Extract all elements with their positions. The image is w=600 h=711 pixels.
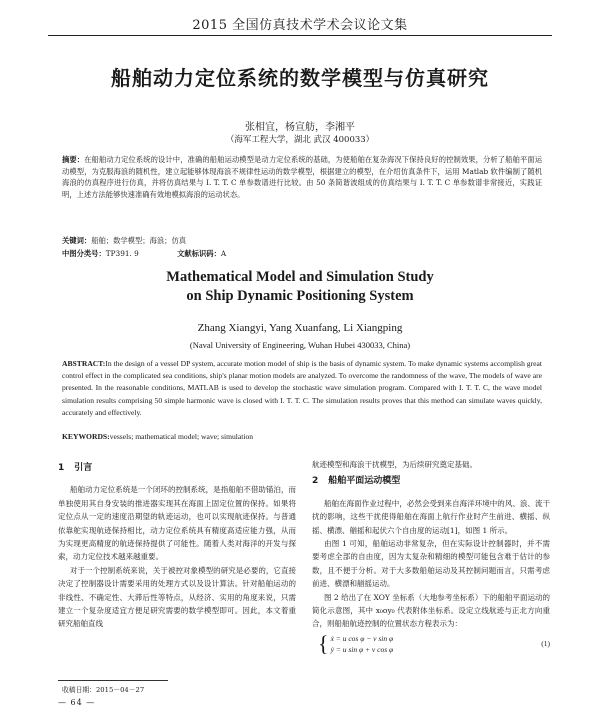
equation-line: ẏ = u sin φ + v cos φ [330,644,394,654]
equation-lines [331,633,394,655]
footnote-rule [58,680,168,681]
section-title: 引言 [74,463,93,473]
equation-line: ẋ = u cos φ − v sin φ [330,633,394,643]
classification-line [62,248,542,259]
paragraph: 船舶在海面作业过程中，必然会受到来自海洋环境中的风、浪、流干扰的影响，这些干扰使得船舶在海面上航行作业时产生前进、横摇、纵摇、横漂、艏摇和起伏六个自由度的运动[1]，如图 1 所示。 [312,498,550,535]
chinese-abstract [62,154,542,201]
english-authors: Zhang Xiangyi, Yang Xuanfang, Li Xiangping [197,322,403,334]
paragraph: 图 2 给出了在 XOY 坐标系（大地参考坐标系）下的船舶平面运动的简化示意图，其中 x₀oy₀ 代表附体坐标系。设定立线航迹与正北方向重合，则船舶航迹控制的位置状态方程表示为： [312,592,550,629]
left-column [58,458,296,631]
english-affiliation: (Naval University of Engineering, Wuhan Hubei 430033, China) [189,340,411,350]
chinese-affiliation: （海军工程大学，湖北 武汉 400033） [225,135,375,145]
equation-brace: { [318,630,329,656]
equation-number: (1) [541,639,550,649]
right-column [312,458,550,655]
chinese-keywords-label: 关键词： [62,236,92,245]
document-code: 文献标识码：A [177,249,227,258]
english-title-line-1: Mathematical Model and Simulation Study [166,269,434,285]
paragraph: 对于一个控制系统来说，关于被控对象模型的研究是必要的，它直接决定了控制器设计需要采用的处理方式以及设计算法。针对船舶运动的非线性、不确定性、大滞后性等特点，从经济、实用的角度来说，只需建立一个复杂度适宜方便足研究需要的数学模型即可。因此，本文着重研究船舶直线 [58,565,296,629]
english-title-line-2: on Ship Dynamic Positioning System [186,288,414,304]
english-keywords-label: KEYWORDS: [62,432,110,441]
paragraph: 航迹模型和海浪干扰模型，为后续研究奠定基础。 [312,460,477,469]
paragraph: 船舶动力定位系统是一个闭环的控制系统，是指船舶不借助锚泊，而单独使用其自身安装的推进器实现其在海面上固定位置的保持。如果将定位点从一定的速度沿期望的轨迹运动，也可以实现航迹保持。与普通依靠舵实现航迹保持相比，动力定位系统具有精度高适应能力强，从而为实现更高精度的航迹保持提供了可能性。随着人类对海洋的开发与探索，动力定位技术越来越重要。 [58,485,296,562]
section-number: 2 [312,476,319,487]
chinese-abstract-label: 摘要： [62,155,85,164]
section-heading-planar-motion [312,475,550,488]
chinese-abstract-text: 在船舶动力定位系统的设计中，准确的船舶运动模型是动力定位系统的基础，为使船舶在复杂海况下保持良好的控制效果，分析了船舶平面运动模型，为克服海浪的随机性，建立起能够体现海浪不规律性运动的数学模型，根据建立的模型，在介绍仿真条件下，运用 Matlab 软件编制了随机海浪的仿真程序进行仿真，并将仿真结果与 I. T. T. C 单参数谱进行比较。由 50 条简谐波组成的仿真结果与 I. T. T. C 单参数谱非常接近，实践证明，上述方法能够快速准确有效地模拟海浪的运动状态。 [62,155,543,200]
section-heading-introduction [58,462,296,475]
section-number: 1 [58,463,65,473]
classification-number: 中图分类号：TP391. 9 [62,249,139,258]
english-abstract [62,358,542,419]
english-abstract-text: In the design of a vessel DP system, accurate motion model of ship is the basis of dynamic system. To make dynamic systems accomplish great control effect in the complicated sea conditions, ship's planar motion models are analyzed. To overcome the randomness of the wave, The models of wave are presented. In the reasonable conditions, MATLAB is used to develop the stochastic wave simulation program. Compared with I. T. T. C, the wave model simulation results comprising 50 simple harmonic wave is closed with I. T. T. C. The simulation results proves that this method can simulate waves quickly, accurately and effectively. [62,359,542,417]
chinese-authors: 张相宜，杨宣舫，李湘平 [245,122,355,133]
english-title [0,268,600,306]
page-number: — 64 — [58,698,96,707]
footnote-received-date: 收稿日期：2015－04－27 [62,686,145,694]
chinese-title: 船舶动力定位系统的数学模型与仿真研究 [111,66,489,90]
paragraph: 由图 1 可知，船舶运动非常复杂，但在实际设计控制器时，并不需要考虑全部的自由度，因为太复杂和精细的模型可能包含难于估计的参数，且不便于分析。对于大多数船舶运动及其控制问题而言，只需考虑前进、横漂和艏摇运动。 [312,539,550,589]
running-header: 2015 全国仿真技术学术会议论文集 [192,18,408,33]
equation-1 [312,630,550,656]
section-title: 船舶平面运动模型 [328,476,401,487]
english-keywords [62,432,542,441]
english-keywords-text: vessels; mathematical model; wave; simulation [109,432,254,441]
chinese-keywords-text: 船舶；数学模型；海浪；仿真 [91,236,187,245]
english-abstract-label: ABSTRACT: [62,359,106,368]
chinese-keywords [62,235,542,246]
header-rule [48,35,552,36]
